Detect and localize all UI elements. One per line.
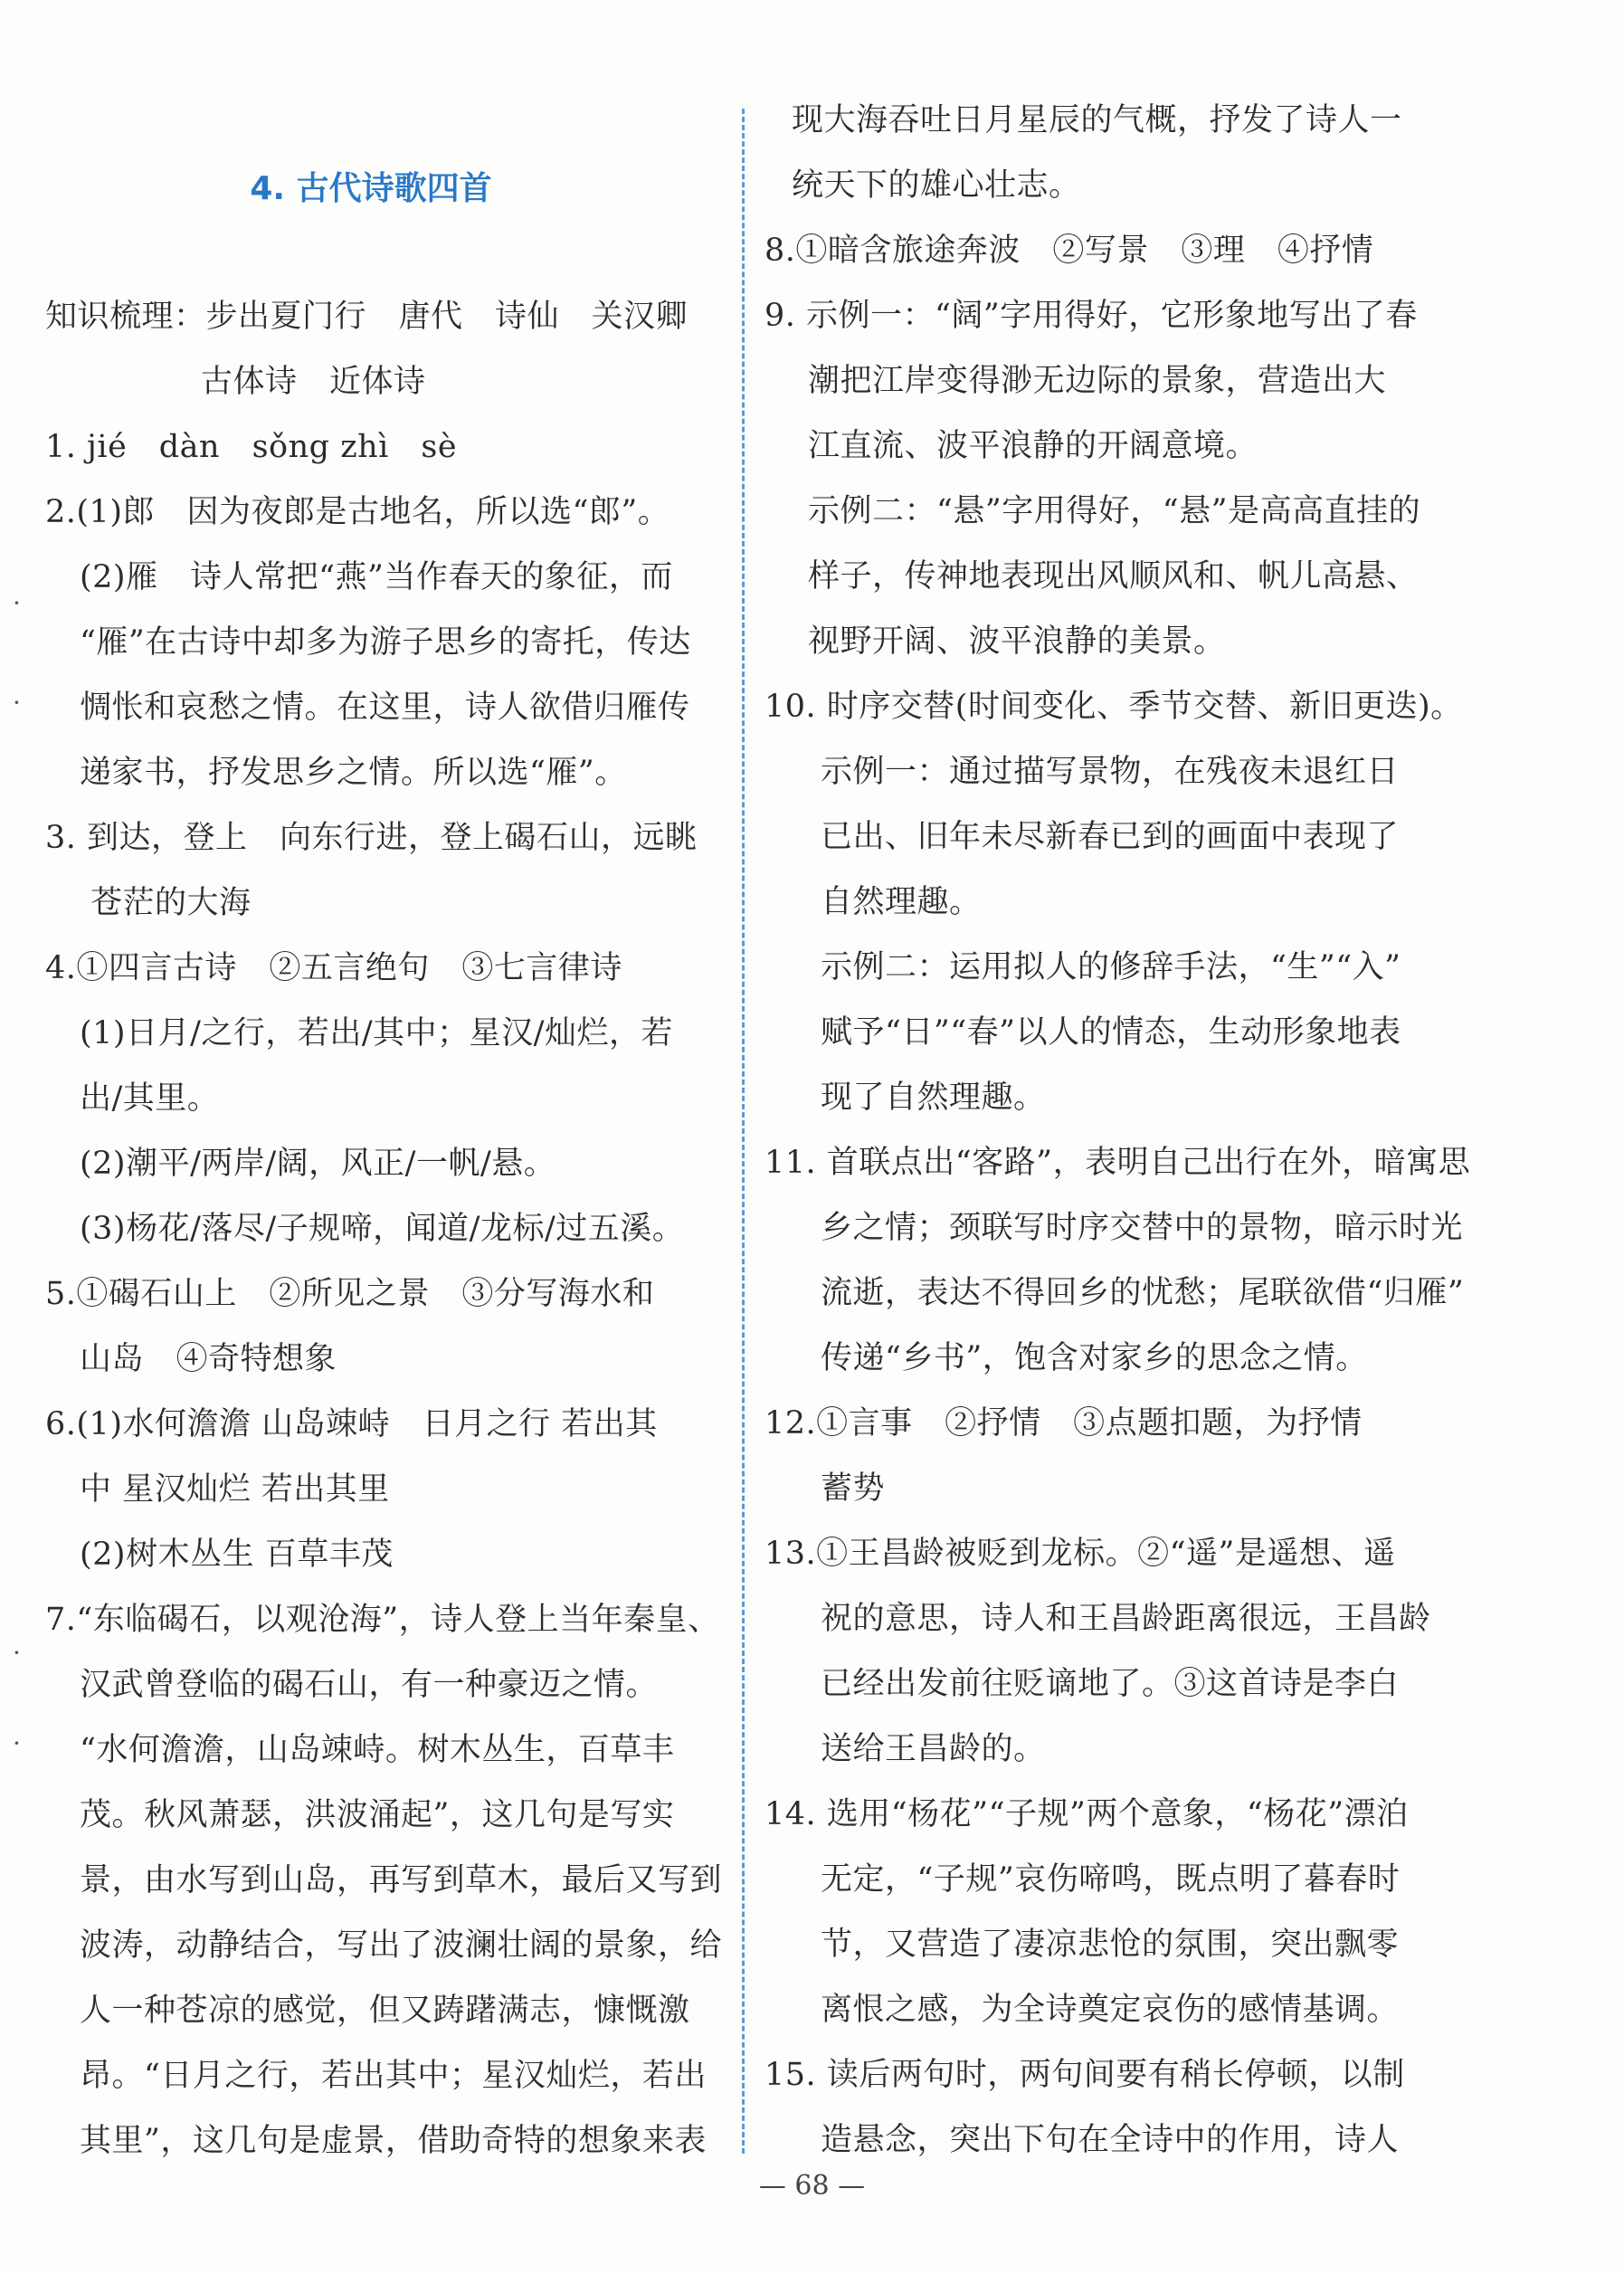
text-line: 无定，“子规”哀伤啼鸣，既点明了暮春时 <box>821 1861 1401 1898</box>
text-line: 示例二：“悬”字用得好，“悬”是高高直挂的 <box>808 493 1421 529</box>
text-line: 苍茫的大海 <box>90 885 252 921</box>
text-line: (2)潮平/两岸/阔，风正/一帆/悬。 <box>80 1146 556 1182</box>
text-line: 13.①王昌龄被贬到龙标。②“遥”是遥想、遥 <box>765 1536 1396 1572</box>
text-line: 造悬念，突出下句在全诗中的作用，诗人 <box>821 2122 1400 2158</box>
text-line: 离恨之感，为全诗奠定哀伤的感情基调。 <box>821 1992 1400 2028</box>
text-line: 自然理趣。 <box>821 884 982 920</box>
text-line: 样子，传神地表现出风顺风和、帆儿高悬、 <box>808 558 1419 595</box>
text-line: 送给王昌龄的。 <box>821 1731 1046 1767</box>
text-line: 知识梳理：步出夏门行 唐代 诗仙 关汉卿 <box>45 299 689 335</box>
text-line: 示例二：运用拟人的修辞手法，“生”“入” <box>821 949 1401 985</box>
text-line: (3)杨花/落尽/子规啼，闻道/龙标/过五溪。 <box>80 1211 685 1247</box>
text-line: 茂。秋风萧瑟，洪波涌起”，这几句是写实 <box>80 1797 675 1833</box>
text-line: (2)雁 诗人常把“燕”当作春天的象征，而 <box>80 559 673 595</box>
text-line: 4.①四言古诗 ②五言绝句 ③七言律诗 <box>45 950 622 986</box>
text-line: 已经出发前往贬谪地了。③这首诗是李白 <box>821 1666 1400 1702</box>
text-line: 山岛 ④奇特想象 <box>80 1341 337 1377</box>
text-line: 乡之情；颈联写时序交替中的景物，暗示时光 <box>821 1210 1464 1246</box>
text-line: 江直流、波平浪静的开阔意境。 <box>808 428 1258 464</box>
text-line: (2)树木丛生 百草丰茂 <box>80 1537 394 1573</box>
text-line: 出/其里。 <box>80 1080 220 1117</box>
text-line: “雁”在古诗中却多为游子思乡的寄托，传达 <box>80 624 691 661</box>
text-line: 节，又营造了凄凉悲怆的氛围，突出飘零 <box>821 1927 1400 1963</box>
text-line: 古体诗 近体诗 <box>201 364 426 400</box>
text-line: 9. 示例一：“阔”字用得好，它形象地写出了春 <box>765 298 1418 334</box>
text-line: 6.(1)水何澹澹 山岛竦峙 日月之行 若出其 <box>45 1406 658 1442</box>
text-line: 人一种苍凉的感觉，但又踌躇满志，慷慨激 <box>80 1993 690 2029</box>
text-line: 12.①言事 ②抒情 ③点题扣题，为抒情 <box>765 1405 1363 1441</box>
text-line: 传递“乡书”，饱含对家乡的思念之情。 <box>821 1340 1368 1376</box>
text-line: 统天下的雄心壮志。 <box>792 167 1081 204</box>
binding-mark: · <box>13 588 21 618</box>
text-line: 递家书，抒发思乡之情。所以选“雁”。 <box>80 755 627 791</box>
text-line: 汉武曾登临的碣石山，有一种豪迈之情。 <box>80 1667 659 1703</box>
text-line: 昂。“日月之行，若出其中；星汉灿烂，若出 <box>80 2058 707 2094</box>
text-line: 波涛，动静结合，写出了波澜壮阔的景象，给 <box>80 1927 723 1964</box>
binding-mark: · <box>13 1728 21 1758</box>
text-line: 潮把江岸变得渺无边际的景象，营造出大 <box>808 363 1387 399</box>
text-line: 已出、旧年未尽新春已到的画面中表现了 <box>821 819 1400 855</box>
text-line: (1)日月/之行，若出/其中；星汉/灿烂，若 <box>80 1015 673 1051</box>
text-line: 中 星汉灿烂 若出其里 <box>80 1471 390 1508</box>
text-line: 现大海吞吐日月星辰的气概，抒发了诗人一 <box>792 102 1402 138</box>
text-line: 11. 首联点出“客路”，表明自己出行在外，暗寓思 <box>765 1145 1471 1181</box>
text-line: 3. 到达，登上 向东行进，登上碣石山，远眺 <box>45 820 698 856</box>
text-line: 5.①碣石山上 ②所见之景 ③分写海水和 <box>45 1276 655 1312</box>
text-line: 现了自然理趣。 <box>821 1080 1046 1116</box>
text-line: 15. 读后两句时，两句间要有稍长停顿，以制 <box>765 2057 1405 2093</box>
section-title: 4. 古代诗歌四首 <box>250 170 492 207</box>
column-divider <box>742 109 745 2154</box>
text-line: 10. 时序交替(时间变化、季节交替、新旧更迭)。 <box>765 689 1463 725</box>
text-line: 蓄势 <box>821 1470 886 1507</box>
text-line: 7.“东临碣石，以观沧海”，诗人登上当年秦皇、 <box>45 1602 720 1638</box>
text-line: 视野开阔、波平浪静的美景。 <box>808 623 1226 660</box>
text-line: 8.①暗含旅途奔波 ②写景 ③理 ④抒情 <box>765 233 1374 269</box>
text-line: 2.(1)郎 因为夜郎是古地名，所以选“郎”。 <box>45 494 670 530</box>
text-line: 示例一：通过描写景物，在残夜未退红日 <box>821 754 1400 790</box>
text-line: 赋予“日”“春”以人的情态，生动形象地表 <box>821 1014 1401 1051</box>
text-line: 景，由水写到山岛，再写到草木，最后又写到 <box>80 1862 723 1898</box>
text-line: 其里”，这几句是虚景，借助奇特的想象来表 <box>80 2123 707 2159</box>
text-line: 祝的意思，诗人和王昌龄距离很远，王昌龄 <box>821 1601 1431 1637</box>
text-line: 14. 选用“杨花”“子规”两个意象，“杨花”漂泊 <box>765 1796 1409 1832</box>
binding-mark: · <box>13 688 21 718</box>
text-line: 流逝，表达不得回乡的忧愁；尾联欲借“归雁” <box>821 1275 1465 1311</box>
text-line: 惆怅和哀愁之情。在这里，诗人欲借归雁传 <box>80 690 690 726</box>
text-line: 1. jié dàn sǒng zhì sè <box>45 429 458 465</box>
page-number: — 68 — <box>758 2170 866 2202</box>
text-line: “水何澹澹，山岛竦峙。树木丛生，百草丰 <box>80 1732 675 1768</box>
binding-mark: · <box>13 1638 21 1668</box>
